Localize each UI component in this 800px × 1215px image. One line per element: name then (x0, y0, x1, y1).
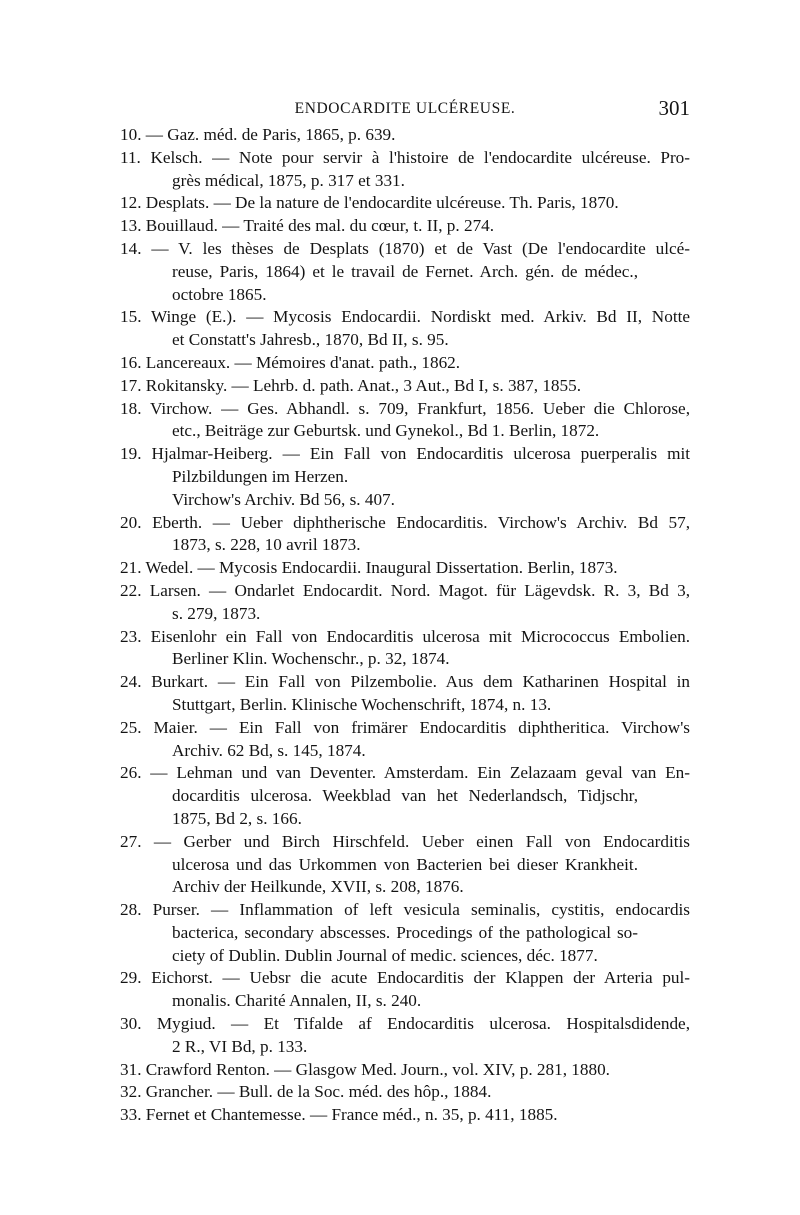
reference-continuation-line: s. 279, 1873. (172, 603, 261, 623)
reference-continuation-line: Virchow's Archiv. Bd 56, s. 407. (172, 489, 395, 509)
reference-first-line: 21. Wedel. — Mycosis Endocardii. Inaugural Dissertation. Berlin, 1873. (120, 558, 618, 578)
reference-first-line: 20. Eberth. — Ueber diphtherische Endocarditis. Virchow's Archiv. Bd 57, (120, 512, 690, 532)
page-header (120, 96, 690, 122)
reference-first-line: 19. Hjalmar-Heiberg. — Ein Fall von Endocarditis ulcerosa puerperalis mit (120, 444, 690, 464)
reference-entry (120, 967, 690, 1013)
reference-first-line: 25. Maier. — Ein Fall von frimärer Endocarditis diphtheritica. Virchow's (120, 717, 690, 737)
reference-entry (120, 443, 690, 511)
reference-continuation-line: et Constatt's Jahresb., 1870, Bd II, s. 95. (172, 330, 449, 350)
reference-first-line: 15. Winge (E.). — Mycosis Endocardii. Nordiskt med. Arkiv. Bd II, Notte (120, 307, 690, 327)
reference-continuation-line: Berliner Klin. Wochenschr., p. 32, 1874. (172, 649, 450, 669)
reference-continuation-line: docarditis ulcerosa. Weekblad van het Nederlandsch, Tidjschr, (172, 786, 638, 806)
reference-entry (120, 1013, 690, 1059)
reference-first-line: 29. Eichorst. — Uebsr die acute Endocarditis der Klappen der Arteria pul- (120, 968, 690, 988)
reference-entry (120, 1081, 690, 1104)
reference-first-line: 30. Mygiud. — Et Tifalde af Endocarditis ulcerosa. Hospitalsdidende, (120, 1014, 690, 1034)
reference-continuation-line: reuse, Paris, 1864) et le travail de Fernet. Arch. gén. de médec., (172, 261, 638, 281)
reference-first-line: 28. Purser. — Inflammation of left vesicula seminalis, cystitis, endocardis (120, 900, 690, 920)
reference-continuation-line: monalis. Charité Annalen, II, s. 240. (172, 991, 422, 1011)
reference-continuation-line: 1875, Bd 2, s. 166. (172, 808, 302, 828)
reference-first-line: 32. Grancher. — Bull. de la Soc. méd. des hôp., 1884. (120, 1082, 492, 1102)
reference-first-line: 26. — Lehman und van Deventer. Amsterdam. Ein Zelazaam geval van En- (120, 763, 690, 783)
reference-continuation-line: octobre 1865. (172, 284, 267, 304)
reference-entry (120, 215, 690, 238)
reference-continuation-line: bacterica, secondary abscesses. Procedings of the pathological so- (172, 922, 638, 942)
reference-continuation-line: 1873, s. 228, 10 avril 1873. (172, 535, 361, 555)
reference-entry (120, 306, 690, 352)
reference-entry (120, 238, 690, 306)
reference-entry (120, 147, 690, 193)
reference-entry (120, 192, 690, 215)
running-title: ENDOCARDITE ULCÉREUSE. (294, 100, 516, 117)
reference-entry (120, 762, 690, 830)
reference-entry (120, 1059, 690, 1082)
reference-first-line: 12. Desplats. — De la nature de l'endocardite ulcéreuse. Th. Paris, 1870. (120, 193, 619, 213)
reference-continuation-line: Stuttgart, Berlin. Klinische Wochenschrift, 1874, n. 13. (172, 694, 552, 714)
reference-entry (120, 512, 690, 558)
reference-entry (120, 398, 690, 444)
reference-continuation-line: grès médical, 1875, p. 317 et 331. (172, 170, 405, 190)
reference-first-line: 16. Lancereaux. — Mémoires d'anat. path., 1862. (120, 352, 461, 372)
reference-first-line: 10. — Gaz. méd. de Paris, 1865, p. 639. (120, 125, 396, 144)
reference-first-line: 27. — Gerber und Birch Hirschfeld. Ueber einen Fall von Endocarditis (120, 831, 690, 851)
reference-entry (120, 124, 690, 147)
reference-first-line: 13. Bouillaud. — Traité des mal. du cœur, t. II, p. 274. (120, 216, 495, 236)
reference-entry (120, 580, 690, 626)
reference-first-line: 17. Rokitansky. — Lehrb. d. path. Anat., 3 Aut., Bd I, s. 387, 1855. (120, 375, 582, 395)
reference-entry (120, 352, 690, 375)
reference-first-line: 24. Burkart. — Ein Fall von Pilzembolie. Aus dem Katharinen Hospital in (120, 672, 690, 692)
reference-continuation-line: ciety of Dublin. Dublin Journal of medic. sciences, déc. 1877. (172, 945, 598, 965)
reference-entry (120, 671, 690, 717)
reference-entry (120, 557, 690, 580)
reference-continuation-line: etc., Beiträge zur Geburtsk. und Gynekol., Bd 1. Berlin, 1872. (172, 421, 600, 441)
page-number: 301 (658, 96, 690, 120)
reference-entry (120, 375, 690, 398)
reference-entry (120, 1104, 690, 1127)
reference-continuation-line: 2 R., VI Bd, p. 133. (172, 1036, 308, 1056)
reference-first-line: 22. Larsen. — Ondarlet Endocardit. Nord. Magot. für Lägevdsk. R. 3, Bd 3, (120, 580, 690, 600)
reference-first-line: 14. — V. les thèses de Desplats (1870) et de Vast (De l'endocardite ulcé- (120, 238, 690, 258)
reference-first-line: 11. Kelsch. — Note pour servir à l'histoire de l'endocardite ulcéreuse. Pro- (120, 147, 690, 167)
reference-first-line: 31. Crawford Renton. — Glasgow Med. Journ., vol. XIV, p. 281, 1880. (120, 1059, 610, 1079)
reference-first-line: 33. Fernet et Chantemesse. — France méd., n. 35, p. 411, 1885. (120, 1105, 558, 1125)
reference-first-line: 23. Eisenlohr ein Fall von Endocarditis ulcerosa mit Micrococcus Embolien. (120, 626, 690, 646)
reference-continuation-line: Archiv der Heilkunde, XVII, s. 208, 1876. (172, 877, 464, 897)
reference-list (120, 124, 690, 1127)
reference-first-line: 18. Virchow. — Ges. Abhandl. s. 709, Frankfurt, 1856. Ueber die Chlorose, (120, 398, 690, 418)
reference-continuation-line: Archiv. 62 Bd, s. 145, 1874. (172, 740, 366, 760)
reference-continuation-line: ulcerosa und das Urkommen von Bacterien bei dieser Krankheit. (172, 854, 638, 874)
reference-entry (120, 899, 690, 967)
reference-entry (120, 717, 690, 763)
reference-continuation-line: Pilzbildungen im Herzen. (172, 466, 349, 486)
reference-entry (120, 626, 690, 672)
reference-entry (120, 831, 690, 899)
